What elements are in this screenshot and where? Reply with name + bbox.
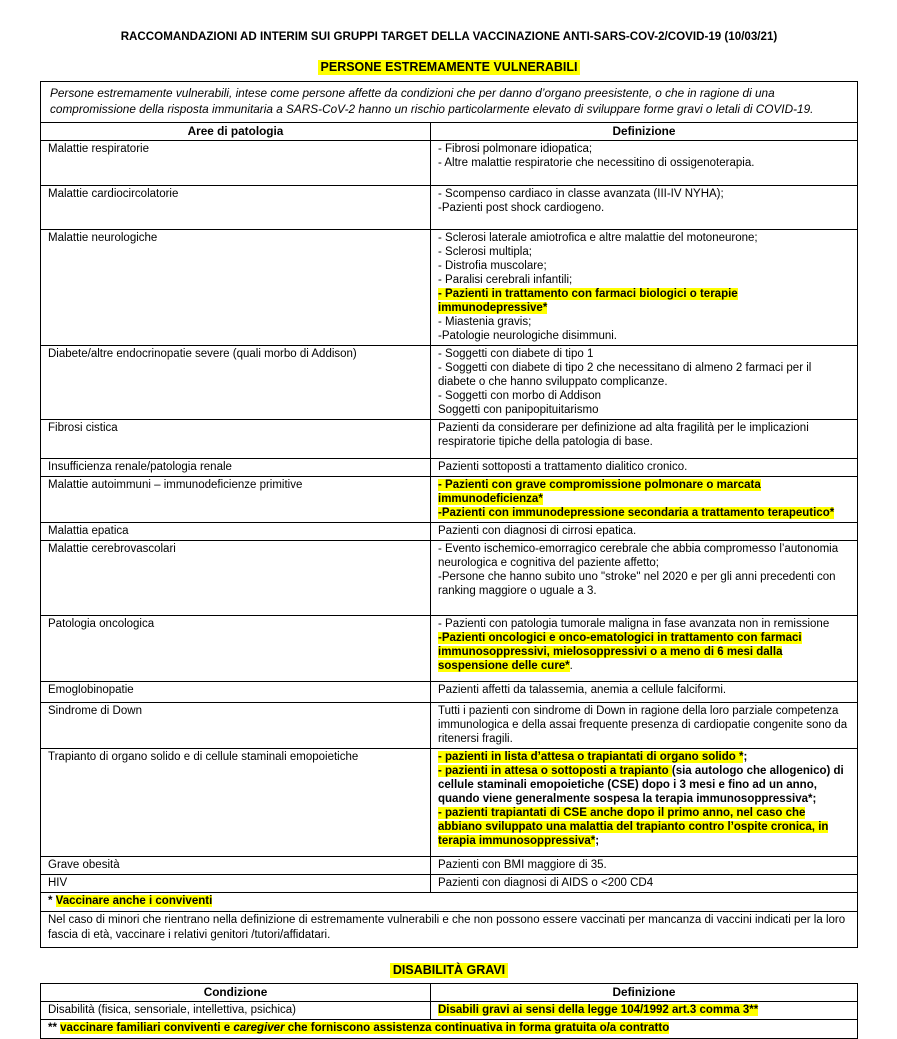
text-segment: -Pazienti oncologici e onco-ematologici in trattamento con farmaci immunosoppressivi, mielosoppressivi o a meno di 6 mesi dalla sospensione delle cure* <box>438 632 802 672</box>
area-cell: Malattia epatica <box>41 523 431 541</box>
intro-row <box>41 82 858 123</box>
definition-cell <box>431 141 858 186</box>
footnote-row <box>41 893 858 912</box>
column-header-condition: Condizione <box>41 984 431 1002</box>
footnote-row <box>41 1020 858 1039</box>
text-segment: -Persone che hanno subito uno "stroke" nel 2020 e per gli anni precedenti con ranking maggiore o uguale a 3. <box>438 571 836 597</box>
definition-cell <box>431 420 858 459</box>
disability-table-head <box>41 984 858 1002</box>
text-segment: Pazienti con BMI maggiore di 35. <box>438 859 607 871</box>
definition-line <box>438 156 850 170</box>
text-segment: - Evento ischemico-emorragico cerebrale che abbia compromesso l’autonomia neurologica e cognitiva del paziente affetto; <box>438 543 839 569</box>
text-segment: Soggetti con panipopituitarismo <box>438 404 599 416</box>
table-row <box>41 523 858 541</box>
footnote-cell <box>41 1020 858 1039</box>
text-segment: - pazienti in lista d’attesa o trapiantati di organo solido * <box>438 751 744 763</box>
disability-table <box>40 983 858 1039</box>
area-cell: HIV <box>41 875 431 893</box>
definition-cell <box>431 749 858 857</box>
definition-line <box>438 187 850 201</box>
section-heading-disability: DISABILITÀ GRAVI <box>390 963 508 978</box>
footnote-text: Vaccinare anche i conviventi <box>55 895 213 907</box>
table-row <box>41 749 858 857</box>
definition-line <box>438 259 850 273</box>
text-segment: - Altre malattie respiratorie che necessitino di ossigenoterapia. <box>438 157 755 169</box>
area-cell: Malattie respiratorie <box>41 141 431 186</box>
area-cell: Fibrosi cistica <box>41 420 431 459</box>
definition-line <box>438 460 850 474</box>
definition-line <box>438 329 850 343</box>
text-segment: - Soggetti con diabete di tipo 2 che necessitano di almeno 2 farmaci per il diabete o che hanno sviluppato complicanze. <box>438 362 812 388</box>
text-segment: -Patologie neurologiche disimmuni. <box>438 330 617 342</box>
definition-line <box>438 764 850 806</box>
text-segment: - Scompenso cardiaco in classe avanzata (III-IV NYHA); <box>438 188 724 200</box>
text-segment: - Soggetti con morbo di Addison <box>438 390 602 402</box>
text-segment: - Soggetti con diabete di tipo 1 <box>438 348 594 360</box>
text-segment: Tutti i pazienti con sindrome di Down in ragione della loro parziale competenza immunologica e della assai frequente presenza di cardiopatie congenite sono da ritenersi fragili. <box>438 705 848 745</box>
area-cell: Patologia oncologica <box>41 616 431 682</box>
definition-line <box>438 201 850 215</box>
definition-cell <box>431 346 858 420</box>
definition-cell <box>431 186 858 230</box>
table-row <box>41 420 858 459</box>
footnote-cell <box>41 893 858 912</box>
text-segment: Pazienti da considerare per definizione ad alta fragilità per le implicazioni respiratorie tipiche della patologia di base. <box>438 422 809 448</box>
table-row <box>41 141 858 186</box>
section-heading-vulnerable: PERSONE ESTREMAMENTE VULNERABILI <box>318 60 581 75</box>
text-segment: - Pazienti in trattamento con farmaci biologici o terapie immunodepressive* <box>438 288 738 314</box>
definition-line <box>438 506 850 520</box>
definition-line <box>438 231 850 245</box>
intro-text: Persone estremamente vulnerabili, intese come persone affette da condizioni che per danno d’organo preesistente, o che in ragione di una compromissione della risposta immunitaria a SARS-CoV-2 hanno un rischio particolarmente elevato di sviluppare forme gravi o letali di COVID-19. <box>41 82 858 123</box>
text-segment: Pazienti sottoposti a trattamento dialitico cronico. <box>438 461 688 473</box>
text-segment: caregiver <box>233 1022 285 1034</box>
area-cell: Emoglobinopatie <box>41 682 431 703</box>
disability-table-body <box>41 1002 858 1039</box>
header-row <box>41 123 858 141</box>
column-header-definition: Definizione <box>431 123 858 141</box>
area-cell: Insufficienza renale/patologia renale <box>41 459 431 477</box>
definition-line <box>438 347 850 361</box>
text-segment: - Sclerosi multipla; <box>438 246 532 258</box>
text-segment: - Miastenia gravis; <box>438 316 532 328</box>
minors-note-text: Nel caso di minori che rientrano nella definizione di estremamente vulnerabili e che non possono essere vaccinati per mancanza di vaccini indicati per la loro fascia di età, vaccinare i relativi genitori /tutori/affidatari. <box>41 912 858 948</box>
minors-note-row <box>41 912 858 948</box>
table-row <box>41 1002 858 1020</box>
text-segment: ; <box>743 751 748 763</box>
column-header-area: Aree di patologia <box>41 123 431 141</box>
table-row <box>41 616 858 682</box>
definition-cell <box>431 703 858 749</box>
column-header-definition: Definizione <box>431 984 858 1002</box>
text-segment: - pazienti in attesa o sottoposti a trapianto <box>438 765 672 777</box>
definition-line <box>438 478 850 506</box>
text-segment: - Sclerosi laterale amiotrofica e altre malattie del motoneurone; <box>438 232 758 244</box>
area-cell: Malattie autoimmuni – immunodeficienze primitive <box>41 477 431 523</box>
text-segment: - Paralisi cerebrali infantili; <box>438 274 573 286</box>
definition-line <box>438 631 850 673</box>
table-row <box>41 346 858 420</box>
text-segment: ; <box>595 835 600 847</box>
definition-cell <box>431 875 858 893</box>
text-segment: - Distrofia muscolare; <box>438 260 547 272</box>
text-segment: Pazienti con diagnosi di AIDS o <200 CD4 <box>438 877 654 889</box>
definition-cell <box>431 1002 858 1020</box>
table-row <box>41 541 858 616</box>
definition-line <box>438 273 850 287</box>
definition-line <box>438 389 850 403</box>
definition-line <box>438 142 850 156</box>
document-title: RACCOMANDAZIONI AD INTERIM SUI GRUPPI TARGET DELLA VACCINAZIONE ANTI-SARS-COV-2/COVID-19 (10/03/21) <box>120 30 778 43</box>
definition-cell <box>431 857 858 875</box>
footnote-text <box>60 1022 669 1034</box>
definition-cell <box>431 230 858 346</box>
footnote-marker: * <box>48 895 56 907</box>
definition-line <box>438 524 850 538</box>
definition-line <box>438 570 850 598</box>
text-segment: - pazienti trapiantati di CSE anche dopo il primo anno, nel caso che abbiano sviluppato una malattia del trapianto contro l’ospite cronica, in terapia immunosoppressiva* <box>438 807 829 847</box>
definition-cell <box>431 477 858 523</box>
text-segment: -Pazienti post shock cardiogeno. <box>438 202 605 214</box>
definition-cell <box>431 459 858 477</box>
table-row <box>41 186 858 230</box>
definition-line <box>438 361 850 389</box>
text-segment: - Fibrosi polmonare idiopatica; <box>438 143 593 155</box>
definition-line <box>438 617 850 631</box>
definition-cell <box>431 682 858 703</box>
vulnerable-table-body <box>41 141 858 893</box>
header-row <box>41 984 858 1002</box>
vulnerable-table <box>40 81 858 948</box>
definition-line <box>438 750 850 764</box>
table-row <box>41 857 858 875</box>
text-segment: vaccinare familiari conviventi e <box>60 1022 234 1034</box>
definition-line <box>438 245 850 259</box>
area-cell: Grave obesità <box>41 857 431 875</box>
footnote-marker: ** <box>48 1022 61 1034</box>
area-cell: Diabete/altre endocrinopatie severe (quali morbo di Addison) <box>41 346 431 420</box>
table-row <box>41 230 858 346</box>
condition-cell: Disabilità (fisica, sensoriale, intellettiva, psichica) <box>41 1002 431 1020</box>
section-heading-wrap-vulnerable <box>40 58 858 76</box>
definition-line <box>438 858 850 872</box>
definition-cell <box>431 541 858 616</box>
table-row <box>41 459 858 477</box>
area-cell: Trapianto di organo solido e di cellule staminali emopoietiche <box>41 749 431 857</box>
text-segment: . <box>569 660 573 672</box>
definition-line <box>438 704 850 746</box>
vulnerable-table-head <box>41 82 858 141</box>
definition-line <box>438 403 850 417</box>
area-cell: Malattie neurologiche <box>41 230 431 346</box>
table-row <box>41 682 858 703</box>
definition-line <box>438 315 850 329</box>
text-segment: -Pazienti con immunodepressione secondaria a trattamento terapeutico* <box>438 507 835 519</box>
definition-line <box>438 876 850 890</box>
definition-text: Disabili gravi ai sensi della legge 104/1992 art.3 comma 3** <box>438 1004 759 1016</box>
section-heading-wrap-disability <box>40 961 858 979</box>
area-cell: Malattie cardiocircolatorie <box>41 186 431 230</box>
definition-cell <box>431 523 858 541</box>
definition-line <box>438 806 850 848</box>
area-cell: Malattie cerebrovascolari <box>41 541 431 616</box>
definition-cell <box>431 616 858 682</box>
text-segment: Pazienti con diagnosi di cirrosi epatica. <box>438 525 637 537</box>
text-segment: - Pazienti con patologia tumorale maligna in fase avanzata non in remissione <box>438 618 830 630</box>
definition-line <box>438 421 850 449</box>
definition-line <box>438 287 850 315</box>
text-segment: - Pazienti con grave compromissione polmonare o marcata immunodeficienza* <box>438 479 761 505</box>
table-row <box>41 875 858 893</box>
text-segment: Pazienti affetti da talassemia, anemia a cellule falciformi. <box>438 684 727 696</box>
table-row <box>41 477 858 523</box>
definition-line <box>438 683 850 697</box>
text-segment: (sia autologo che allogenico) di cellule staminali emopoietiche (CSE) dopo i 3 mesi e fino ad un anno, quando viene generalmente sospesa la terapia immunosoppressiva*; <box>438 765 844 805</box>
vulnerable-table-footnotes <box>41 893 858 948</box>
table-row <box>41 703 858 749</box>
definition-line <box>438 542 850 570</box>
area-cell: Sindrome di Down <box>41 703 431 749</box>
text-segment: che forniscono assistenza continuativa in forma gratuita o/a contratto <box>284 1022 670 1034</box>
